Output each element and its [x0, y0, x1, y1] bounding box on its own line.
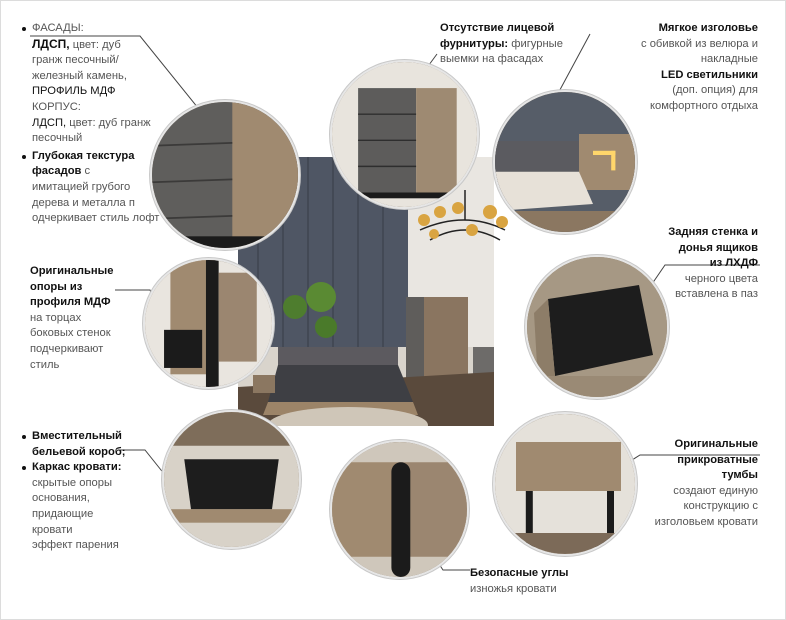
nightstands-block — [630, 437, 758, 531]
headboard-title: Мягкое изголовье — [658, 22, 758, 34]
back-wall-title1: Задняя стенка и — [668, 226, 758, 238]
facades-ldsp-desc1: цвет: дуб — [72, 38, 121, 51]
storage-desc4: кровати — [32, 523, 73, 536]
nightstands-title3: тумбы — [721, 469, 758, 482]
back-wall-block — [630, 225, 758, 303]
body-desc2: песочный — [32, 132, 83, 145]
body-heading: КОРПУС: — [32, 100, 81, 113]
back-wall-title3: из ЛХДФ — [709, 257, 758, 270]
facades-profile: ПРОФИЛЬ МДФ — [32, 85, 116, 98]
mdf-support-photo — [143, 258, 274, 389]
storage-desc5: эффект парения — [32, 539, 119, 552]
nightstands-desc2: конструкцию с — [683, 500, 758, 513]
facades-ldsp-desc3: железный камень, — [32, 69, 127, 82]
texture-desc1: имитацией грубого — [32, 180, 131, 193]
texture-desc2: дерева и металла п — [32, 196, 135, 209]
no-hardware-title2: фурнитуры: — [440, 37, 509, 50]
headboard-led: LED светильники — [661, 68, 758, 81]
headboard-desc3: (доп. опция) для — [672, 84, 758, 97]
bed-corner-photo — [330, 440, 469, 579]
storage-desc1: скрытые опоры — [32, 476, 113, 489]
no-hardware-title: Отсутствие лицевой — [440, 22, 555, 34]
headboard-block — [600, 21, 758, 115]
supports-desc4: стиль — [30, 358, 60, 371]
storage-block — [22, 429, 162, 554]
body-desc1: цвет: дуб гранж — [69, 116, 151, 129]
headboard-desc4: комфортного отдыха — [649, 99, 758, 112]
corners-desc: изножья кровати — [470, 582, 557, 595]
facades-ldsp: ЛДСП, — [32, 36, 70, 51]
texture-c: с — [84, 165, 91, 178]
supports-desc3: подчеркивают — [30, 342, 104, 355]
facades-ldsp-desc2: гранж песочный/ — [32, 54, 119, 67]
nightstands-desc1: создают единую — [673, 484, 758, 497]
storage-title1: Вместительный — [32, 430, 122, 442]
back-wall-title2: донья ящиков — [678, 241, 758, 254]
headboard-desc2: накладные — [700, 53, 758, 66]
supports-title3: профиля МДФ — [30, 296, 111, 309]
texture-title2: фасадов — [32, 165, 82, 178]
texture-title1: Глубокая текстура — [32, 149, 135, 162]
nightstands-title1: Оригинальные — [674, 438, 758, 450]
corners-title: Безопасные углы — [470, 567, 569, 579]
storage-title2: бельевой короб; — [32, 445, 126, 458]
back-wall-desc1: черного цвета — [684, 272, 758, 285]
nightstand-photo — [493, 412, 637, 556]
no-hardware-desc1: фигурные — [511, 37, 563, 50]
chest-of-drawers-photo — [330, 60, 479, 209]
facades-heading: ФАСАДЫ: — [22, 21, 172, 37]
no-hardware-block — [440, 21, 580, 68]
supports-desc1: на торцах — [30, 311, 82, 324]
facades-block — [22, 21, 172, 227]
storage-box-photo — [162, 410, 301, 549]
nightstands-desc3: изголовьем кровати — [654, 515, 758, 528]
back-wall-desc2: вставлена в паз — [675, 288, 758, 301]
storage-desc3: придающие — [32, 507, 94, 520]
no-hardware-desc2: выемки на фасадах — [440, 53, 544, 66]
supports-block — [30, 264, 150, 373]
body-ldsp: ЛДСП, — [32, 116, 67, 129]
facade-texture-photo — [150, 100, 300, 250]
storage-desc2: основания, — [32, 492, 90, 505]
supports-title1: Оригинальные — [30, 265, 114, 277]
frame-title: Каркас кровати: — [32, 461, 122, 474]
headboard-desc1: с обивкой из велюра и — [641, 37, 758, 50]
supports-title2: опоры из — [30, 280, 83, 293]
texture-desc3: одчеркивает стиль лофт — [32, 212, 160, 225]
corners-block — [470, 566, 600, 597]
nightstands-title2: прикроватные — [677, 453, 758, 466]
supports-desc2: боковых стенок — [30, 327, 111, 340]
